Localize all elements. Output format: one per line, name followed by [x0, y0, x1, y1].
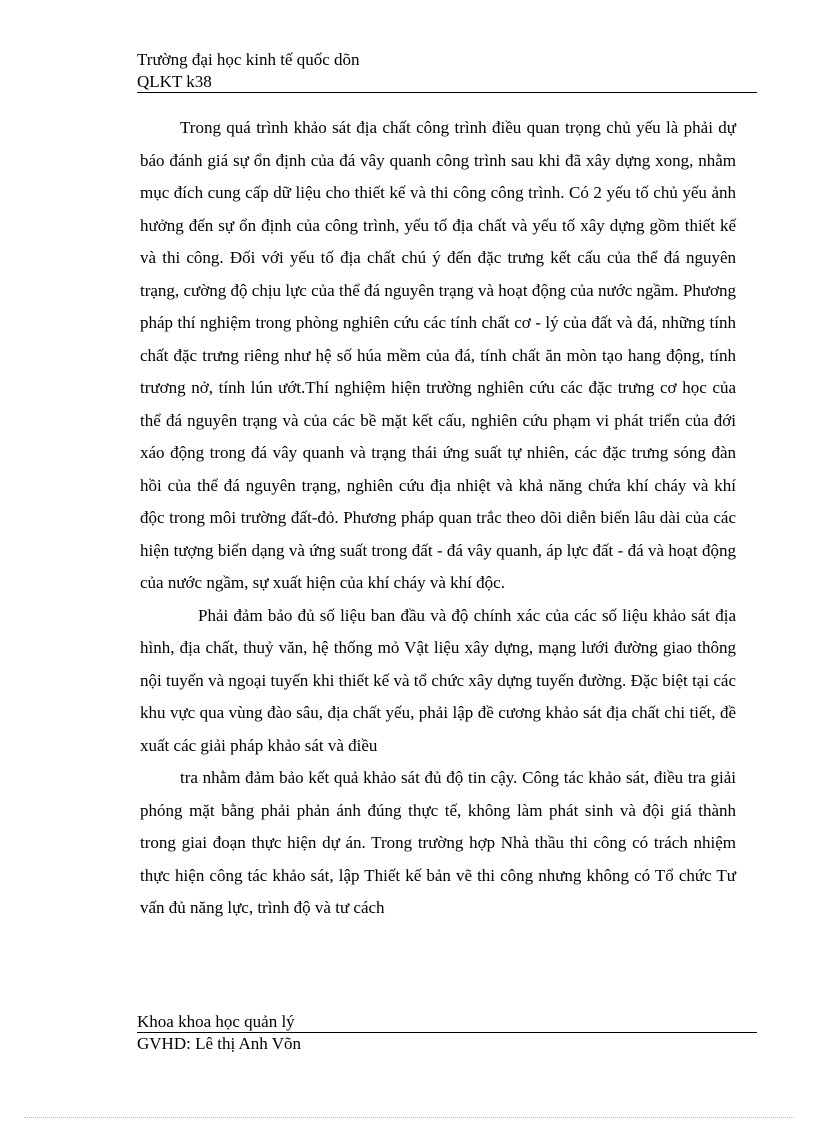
header-school: Trường đại học kinh tế quốc dõn [137, 50, 360, 69]
body-text [140, 112, 736, 925]
paragraph-2: Phải đảm bảo đủ số liệu ban đầu và độ chính xác của các số liệu khảo sát địa hình, địa chất, thuỷ văn, hệ thống mỏ Vật liệu xây dựng, mạng lưới đường giao thông nội tuyến và ngoại tuyến khi thiết kế và tổ chức xây dựng tuyến đường. Đặc biệt tại các khu vực qua vùng đào sâu, địa chất yếu, phải lập đề cương khảo sát địa chất chi tiết, đề xuất các giải pháp khảo sát và điều [140, 605, 736, 755]
header-class: QLKT k38 [137, 72, 757, 93]
footer-faculty: Khoa khoa học quản lý [137, 1012, 757, 1033]
footer-advisor: GVHD: Lê thị Anh Võn [137, 1034, 302, 1053]
paragraph-1: Trong quá trình khảo sát địa chất công trình điều quan trọng chủ yếu là phải dự báo đánh giá sự ổn định của đá vây quanh công trình sau khi đã xây dựng xong, nhằm mục đích cung cấp dữ liệu cho thiết kế và thi công công trình. Có 2 yếu tố chủ yếu ảnh hưởng đến sự ổn định của công trình, yếu tố địa chất và yếu tố xây dựng gồm thiết kế và thi công. Đối với yếu tố địa chất chú ý đến đặc trưng kết cấu của thể đá nguyên trạng, cường độ chịu lực của thể đá nguyên trạng và hoạt động của nước ngầm. Phương pháp thí nghiệm trong phòng nghiên cứu các tính chất cơ - lý của đất và đá, những tính chất đặc trưng riêng như hệ số húa mềm của đá, tính chất ăn mòn tạo hang động, tính trương nở, tính lún ướt.Thí nghiệm hiện trường nghiên cứu các đặc trưng cơ học của thể đá nguyên trạng và của các bề mặt kết cấu, nghiên cứu phạm vi phát triển của đới xáo động trong đá vây quanh và trạng thái ứng suất tự nhiên, các đặc trưng sóng đàn hồi của thể đá nguyên trạng, nghiên cứu địa nhiệt và khả năng chứa khí cháy và khí độc trong môi trường đất-đỏ. Phương pháp quan trắc theo dõi diễn biến lâu dài của các hiện tượng biến dạng và ứng suất trong đất - đá vây quanh, áp lực đất - đá và hoạt động của nước ngầm, sự xuất hiện của khí cháy và khí độc. [140, 118, 736, 592]
page-bottom-divider [24, 1117, 794, 1118]
paragraph-3: tra nhằm đảm bảo kết quả khảo sát đủ độ tin cậy. Công tác khảo sát, điều tra giải phóng mặt bằng phải phản ánh đúng thực tế, không làm phát sinh và đội giá thành trong giai đoạn thực hiện dự án. Trong trường hợp Nhà thầu thi công có trách nhiệm thực hiện công tác khảo sát, lập Thiết kế bản vẽ thi công nhưng không có Tổ chức Tư vấn đủ năng lực, trình độ và tư cách [140, 768, 736, 917]
